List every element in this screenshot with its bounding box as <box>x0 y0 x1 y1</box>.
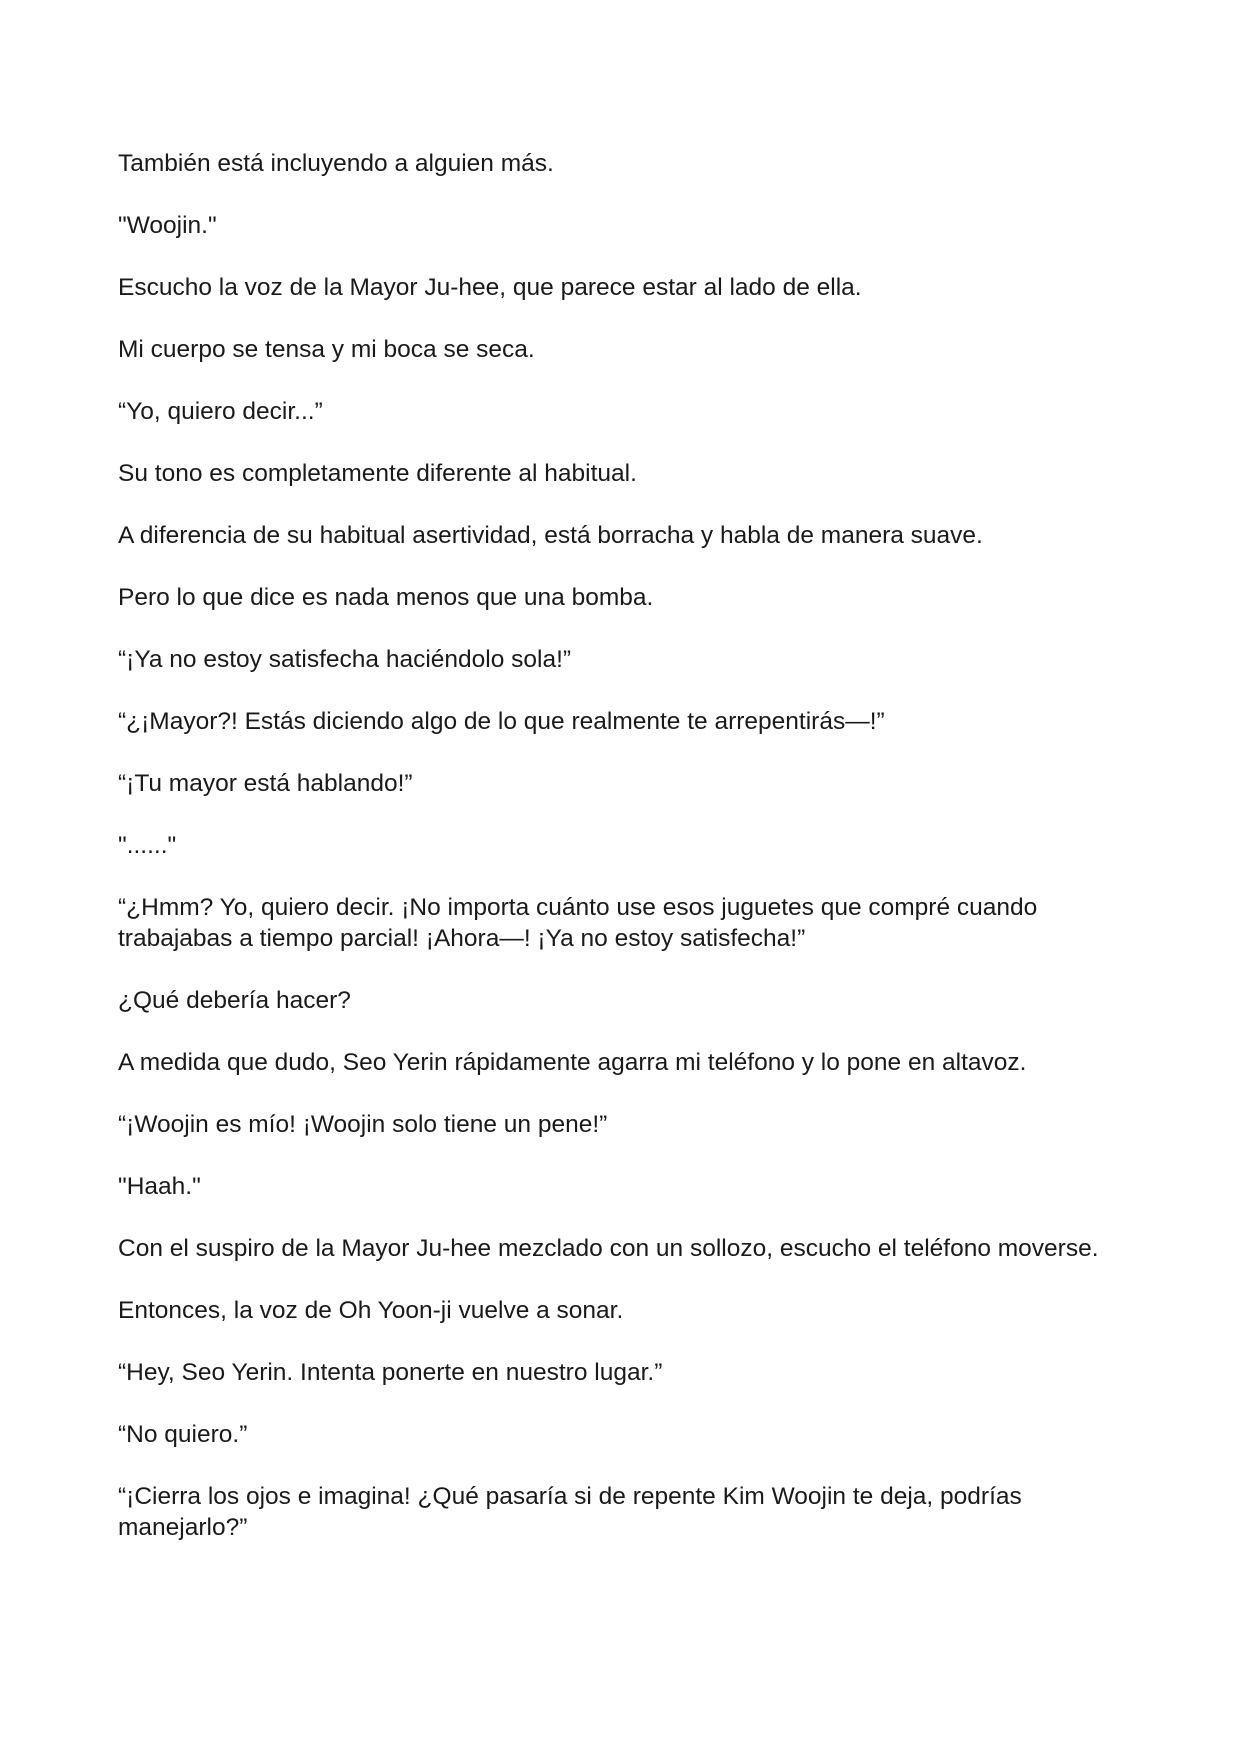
paragraph: “¿¡Mayor?! Estás diciendo algo de lo que realmente te arrepentirás—!” <box>118 708 885 735</box>
paragraph: "......" <box>118 832 177 859</box>
paragraph: “¡Cierra los ojos e imagina! ¿Qué pasaría si de repente Kim Woojin te deja, podrías manejarlo?” <box>118 1483 1022 1541</box>
paragraph: ¿Qué debería hacer? <box>118 987 351 1014</box>
paragraph: "Haah." <box>118 1173 201 1200</box>
paragraph: A diferencia de su habitual asertividad, está borracha y habla de manera suave. <box>118 522 983 549</box>
paragraph: También está incluyendo a alguien más. <box>118 150 554 177</box>
paragraph: Escucho la voz de la Mayor Ju-hee, que parece estar al lado de ella. <box>118 274 862 301</box>
paragraph: “¡Woojin es mío! ¡Woojin solo tiene un pene!” <box>118 1111 608 1138</box>
paragraph: Pero lo que dice es nada menos que una bomba. <box>118 584 654 611</box>
paragraph: “¿Hmm? Yo, quiero decir. ¡No importa cuánto use esos juguetes que compré cuando trabajabas a tiempo parcial! ¡Ahora—! ¡Ya no estoy satisfecha!” <box>118 894 1038 952</box>
paragraph: “Yo, quiero decir...” <box>118 398 323 425</box>
document-body <box>118 148 1128 1574</box>
paragraph: A medida que dudo, Seo Yerin rápidamente agarra mi teléfono y lo pone en altavoz. <box>118 1049 1027 1076</box>
paragraph: “¡Ya no estoy satisfecha haciéndolo sola!” <box>118 646 572 673</box>
paragraph: Con el suspiro de la Mayor Ju-hee mezclado con un sollozo, escucho el teléfono moverse. <box>118 1235 1099 1262</box>
paragraph: “No quiero.” <box>118 1421 248 1448</box>
paragraph: Mi cuerpo se tensa y mi boca se seca. <box>118 336 535 363</box>
paragraph: "Woojin." <box>118 212 217 239</box>
paragraph: “Hey, Seo Yerin. Intenta ponerte en nuestro lugar.” <box>118 1359 663 1386</box>
paragraph: Su tono es completamente diferente al habitual. <box>118 460 637 487</box>
paragraph: “¡Tu mayor está hablando!” <box>118 770 413 797</box>
paragraph: Entonces, la voz de Oh Yoon-ji vuelve a sonar. <box>118 1297 624 1324</box>
